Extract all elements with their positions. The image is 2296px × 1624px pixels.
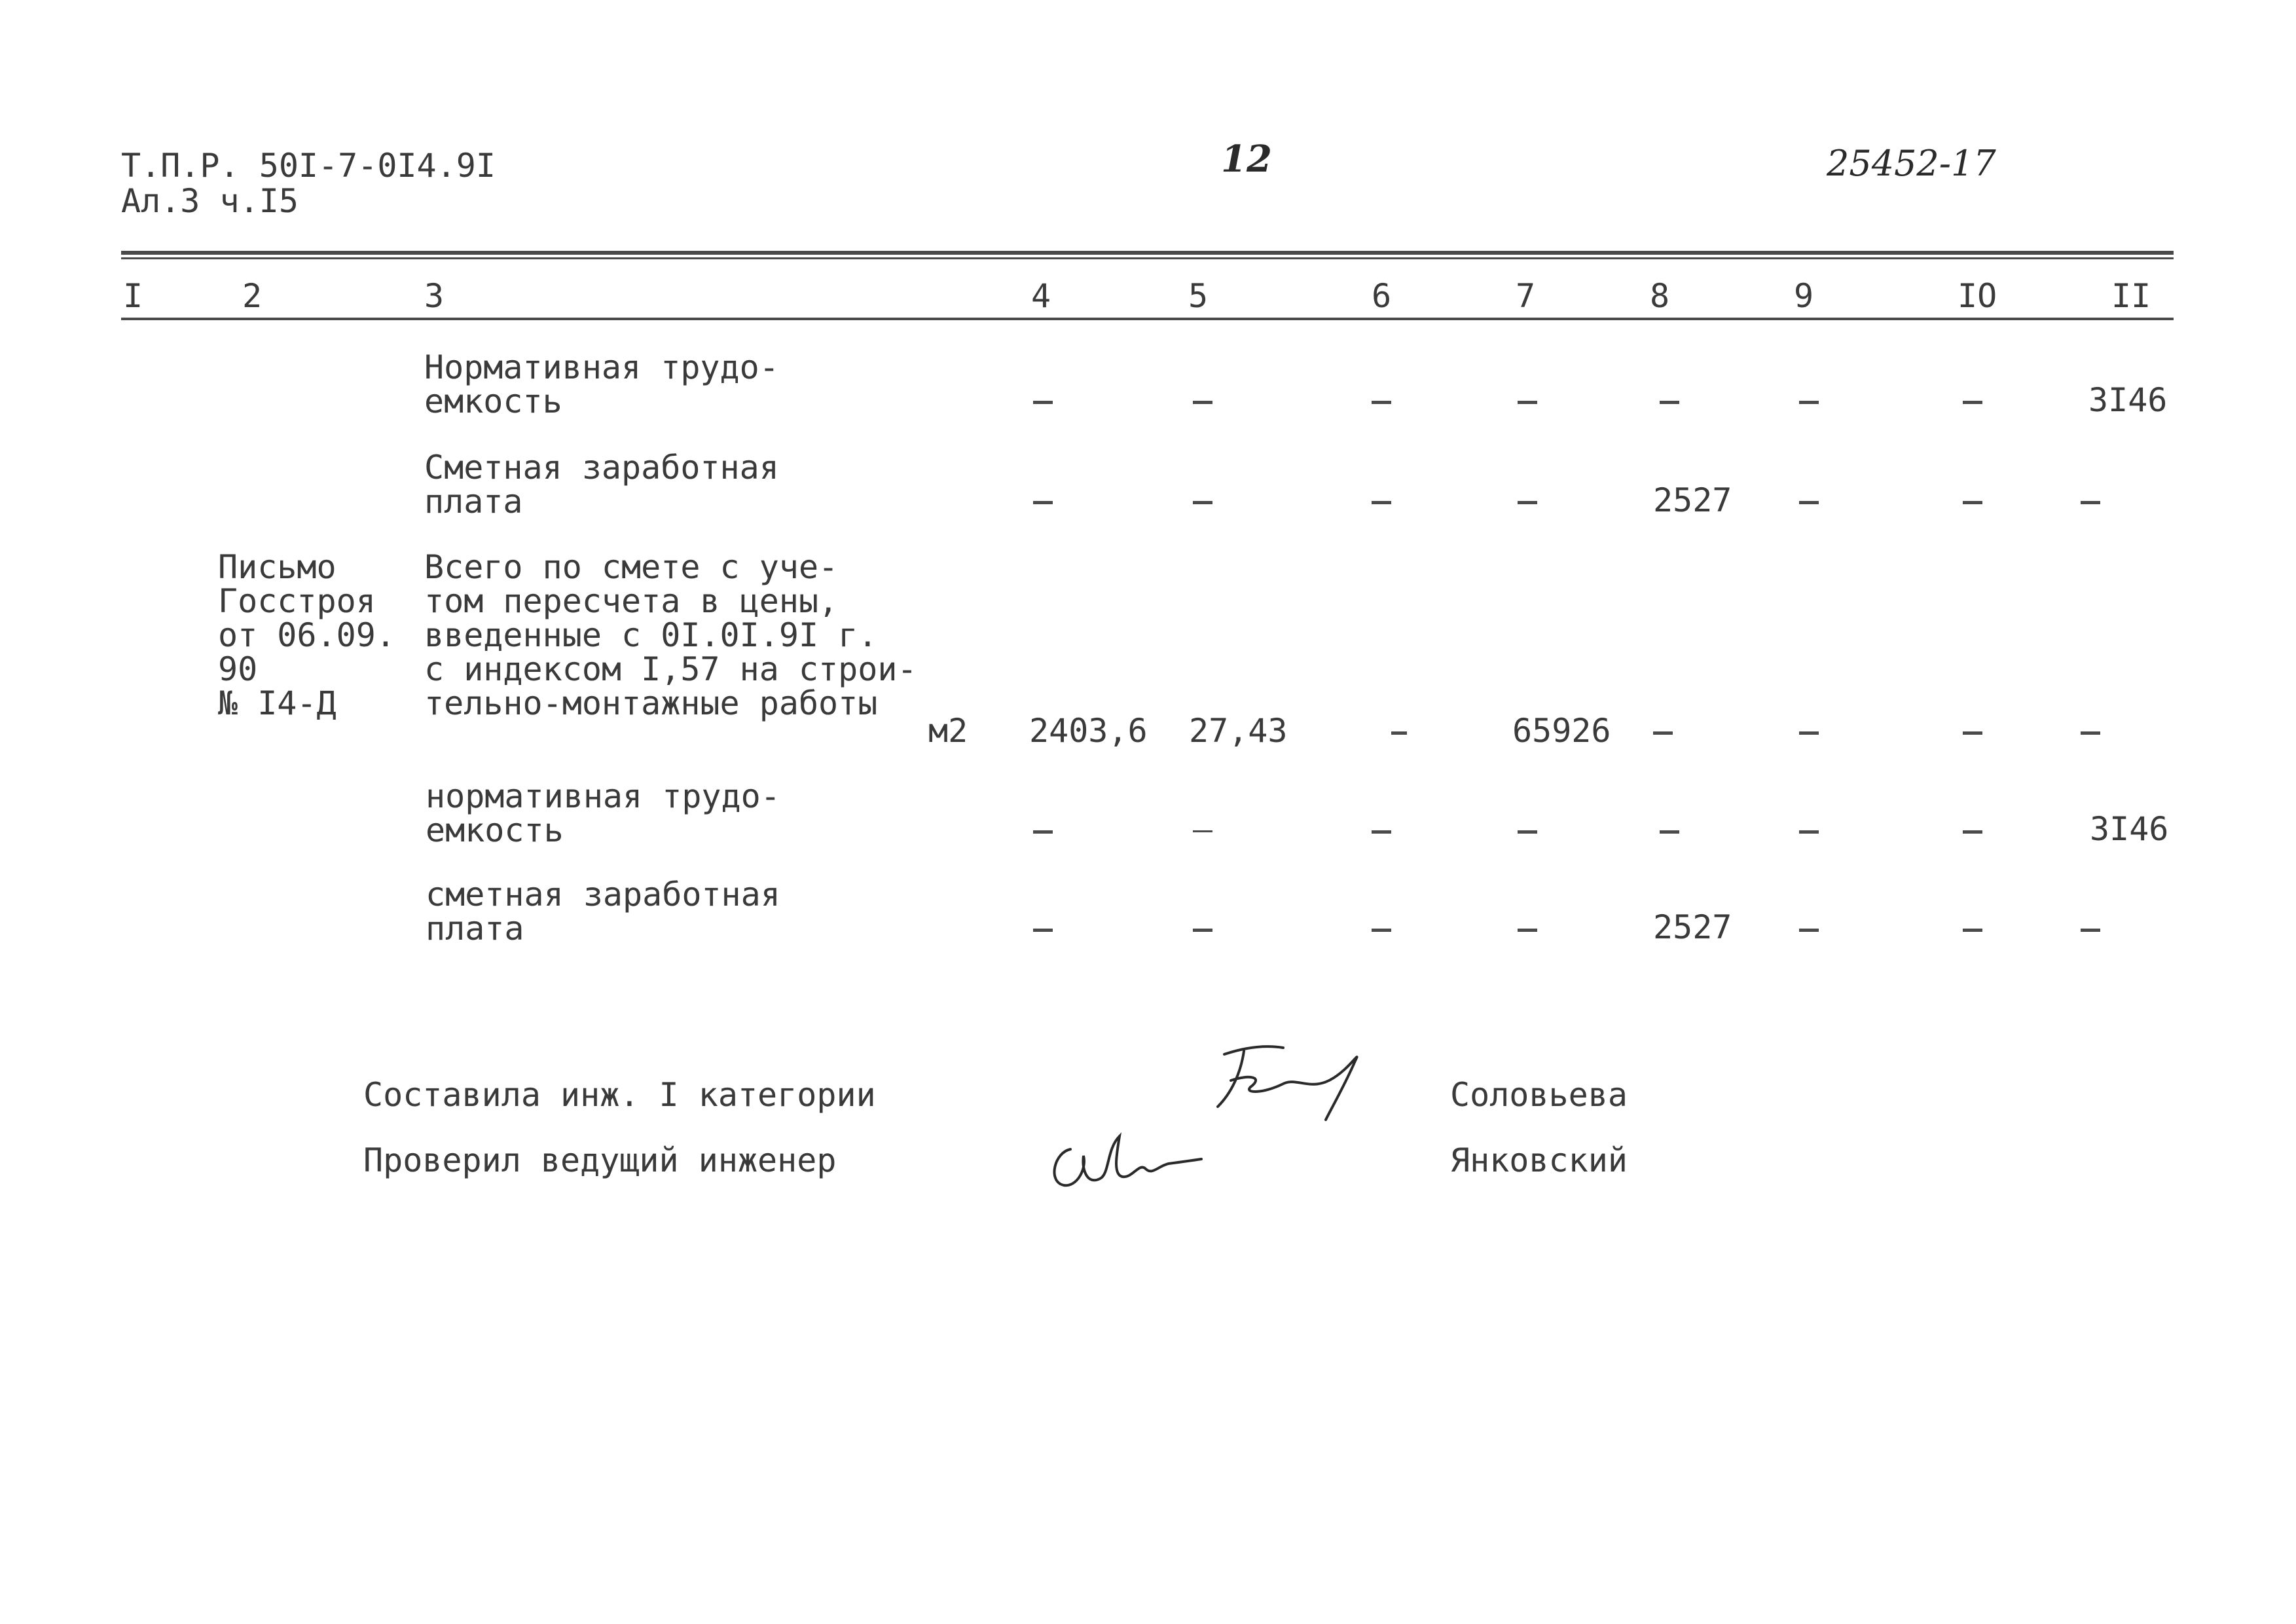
row1-c10 [1963,401,1982,404]
col-header-3: 3 [424,277,445,315]
top-rule [121,251,2174,255]
row5-c5 [1193,929,1212,932]
col-header-7: 7 [1516,277,1536,315]
row2-c7 [1518,501,1537,504]
row3-reference: Письмо Госстроя от 06.09. 90 № I4-Д [218,548,395,722]
row1-c11: 3I46 [2088,381,2168,419]
row5-c9 [1799,929,1819,932]
row1-c9 [1799,401,1819,404]
row3-c4: 2403,6 [1029,712,1148,750]
header-bottom-rule [121,318,2174,320]
row2-c11 [2081,501,2100,504]
compiled-by-label: Составила инж. I категории [363,1076,876,1114]
col-header-5: 5 [1188,277,1209,315]
col-header-10: IO [1958,277,1997,315]
row5-c6 [1372,929,1391,932]
col-header-6: 6 [1372,277,1392,315]
top-rule-thin [121,257,2174,259]
row4-c10 [1963,830,1982,834]
row2-c9 [1799,501,1819,504]
row5-c7 [1518,929,1537,932]
row4-c4 [1033,830,1053,834]
document-code: Т.П.Р. 50I-7-0I4.9I [121,147,496,185]
row5-c8: 2527 [1653,908,1732,946]
row5-c11 [2081,929,2100,932]
row5-c4 [1033,929,1053,932]
row4-c11: 3I46 [2090,810,2169,848]
signature-compiler [1205,1035,1388,1133]
row1-description: Нормативная трудо- емкость [424,348,779,420]
row4-c7 [1518,830,1537,834]
row3-c5: 27,43 [1189,712,1288,750]
row3-c9 [1799,731,1819,735]
row1-c8 [1660,401,1679,404]
row2-c5 [1193,501,1212,504]
compiled-by-name: Соловьева [1450,1076,1628,1114]
col-header-2: 2 [242,277,263,315]
row5-description: сметная заработная плата [426,876,780,948]
page-number: 12 [1221,138,1272,181]
row2-c6 [1372,501,1391,504]
row3-unit: м2 [928,712,968,750]
col-header-1: I [123,277,143,315]
row5-c10 [1963,929,1982,932]
checked-by-label: Проверил ведущий инженер [363,1141,837,1179]
row4-c6 [1372,830,1391,834]
row4-description: нормативная трудо- емкость [426,777,780,849]
row2-c10 [1963,501,1982,504]
archive-number: 25452-17 [1827,143,1996,184]
row3-c10 [1963,731,1982,735]
album-part: Ал.3 ч.I5 [121,182,299,220]
row1-c4 [1033,401,1053,404]
row3-c8 [1653,731,1673,735]
row3-c6 [1391,731,1407,735]
row2-c8: 2527 [1653,481,1732,519]
row1-c5 [1193,401,1212,404]
row4-c8 [1660,830,1679,834]
row1-c7 [1518,401,1537,404]
row3-c7: 65926 [1512,712,1611,750]
checked-by-name: Янковский [1450,1141,1628,1179]
col-header-4: 4 [1031,277,1051,315]
row2-description: Сметная заработная плата [424,449,779,521]
col-header-8: 8 [1650,277,1670,315]
row1-c6 [1372,401,1391,404]
col-header-11: II [2111,277,2151,315]
row3-description: Всего по смете с уче- том пересчета в цены, введенные с 0I.0I.9I г. с индексом I,57 на строи- тельно-монтажные работы [424,548,917,722]
row3-c11 [2081,731,2100,735]
row2-c4 [1033,501,1053,504]
row4-c5 [1193,830,1212,832]
signature-checker [1041,1123,1211,1202]
col-header-9: 9 [1794,277,1814,315]
row4-c9 [1799,830,1819,834]
